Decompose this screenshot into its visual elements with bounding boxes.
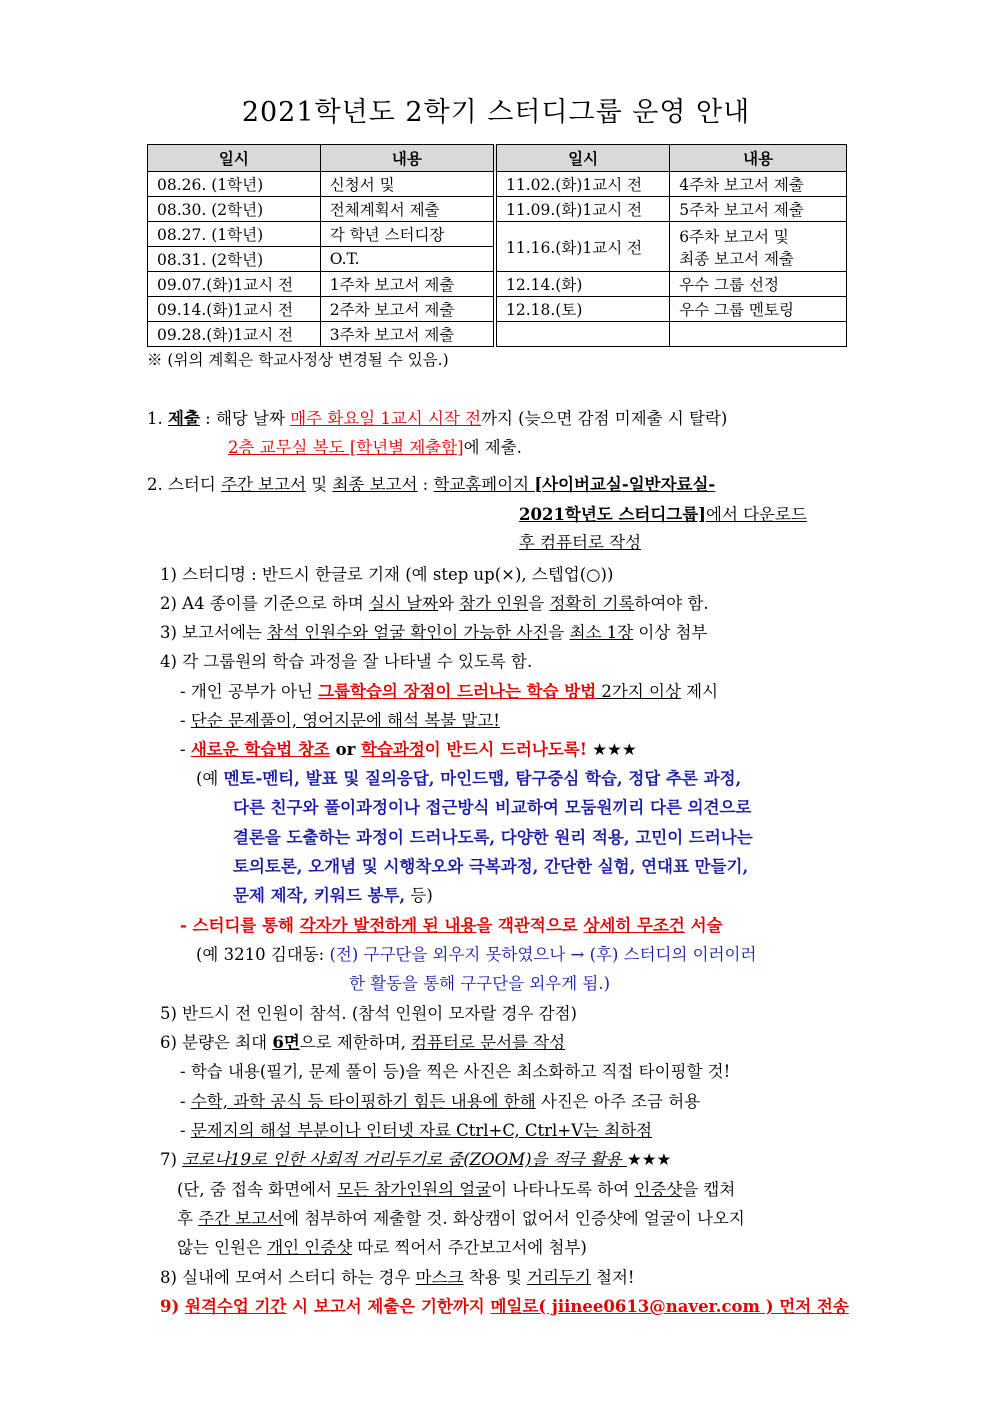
underlined-text: 거리두기 <box>527 1268 591 1287</box>
table-cell: 09.07.(화)1교시 전 <box>148 272 321 297</box>
underlined-text: 문제지의 해설 부분이나 인터넷 자료 Ctrl+C, Ctrl+V는 최하점 <box>190 1121 653 1140</box>
text: 따로 찍어서 주간보고서에 첨부) <box>352 1238 587 1257</box>
cell-line: 최종 보고서 제출 <box>679 249 794 268</box>
item-7 <box>160 1148 671 1172</box>
underlined-text: 마스크 <box>415 1268 464 1287</box>
highlight-text: 그룹학습의 장점이 드러나는 학습 방법 <box>318 682 597 701</box>
section-1-line-1 <box>147 407 727 431</box>
text: 철저! <box>590 1268 635 1287</box>
section-2-line-3 <box>519 531 641 555</box>
table-row <box>148 272 847 297</box>
example-line-7: 한 활동을 통해 구구단을 외우게 됨.) <box>349 974 611 993</box>
highlight-text: 메일로( jiinee0613@naver.com ) 먼저 전송 <box>490 1297 849 1316</box>
item-6-dash-3 <box>180 1119 652 1143</box>
item-4-dash-4 <box>180 914 722 938</box>
text: 등) <box>405 886 433 905</box>
underlined-text: 단순 문제풀이, 영어지문에 해석 복불 말고! <box>190 711 500 730</box>
page-title: 2021학년도 2학기 스터디그룹 운영 안내 <box>241 97 751 128</box>
highlight-text: 학습과정 <box>361 740 425 759</box>
underlined-text: 참석 인원수와 얼굴 확인이 가능한 사진 <box>267 623 549 642</box>
text: 을 <box>548 623 570 642</box>
table-cell: O.T. <box>320 247 495 272</box>
table-cell: 12.18.(토) <box>495 297 670 322</box>
table-cell: 08.31. (2학년) <box>148 247 321 272</box>
underlined-text: 학교홈페이지 <box>433 475 535 494</box>
example-line-5 <box>233 884 433 908</box>
header-content: 내용 <box>670 145 847 172</box>
section-label: 제출 <box>168 409 200 428</box>
text: - 개인 공부가 아닌 <box>180 682 319 701</box>
text: 8) 실내에 모여서 스터디 하는 경우 <box>160 1268 416 1287</box>
text: - <box>180 740 191 759</box>
underlined-text: 컴퓨터로 문서를 작성 <box>411 1033 566 1052</box>
text: 착용 및 <box>463 1268 528 1287</box>
text: 을 캡쳐 <box>682 1180 736 1199</box>
highlight-text: 을 객관적으로 <box>476 916 584 935</box>
text: (단, 줌 접속 화면에서 <box>177 1180 338 1199</box>
text: 시 보고서 제출은 기한까지 <box>286 1297 491 1316</box>
table-cell: 08.26. (1학년) <box>148 172 321 197</box>
item-4-dash-2 <box>180 709 500 733</box>
table-cell: 5주차 보고서 제출 <box>670 197 847 222</box>
table-header-row <box>148 145 847 172</box>
table-cell: 1주차 보고서 제출 <box>320 272 495 297</box>
section-2-line-2 <box>519 503 807 527</box>
text: 에 첨부하여 제출할 것. 화상캠이 없어서 인증샷에 얼굴이 나오지 <box>283 1209 745 1228</box>
underlined-text: 인증샷 <box>634 1180 683 1199</box>
header-date: 일시 <box>495 145 670 172</box>
highlight-text: 서술 <box>684 916 723 935</box>
table-row <box>148 197 847 222</box>
text: - <box>180 711 191 730</box>
bold-text: [사이버교실-일반자료실- <box>534 475 716 494</box>
underlined-text: 실시 날짜 <box>369 594 439 613</box>
item-1: 1) 스터디명 : 반드시 한글로 기재 (예 step up(×), 스텝업(○)) <box>160 565 614 584</box>
underlined-text: 주간 보고서 <box>198 1209 284 1228</box>
table-cell: 08.30. (2학년) <box>148 197 321 222</box>
underlined-text: 수학, 과학 공식 등 타이핑하기 힘든 내용에 한해 <box>190 1092 536 1111</box>
table-cell <box>495 322 670 347</box>
highlight-text: 원격수업 기간 <box>185 1297 287 1316</box>
table-cell: 3주차 보고서 제출 <box>320 322 495 347</box>
text: - <box>180 1092 191 1111</box>
table-cell <box>670 222 847 272</box>
underlined-text: 후 컴퓨터로 작성 <box>519 533 642 552</box>
underlined-text: 최소 1장 <box>569 623 634 642</box>
bold-text: 6면 <box>272 1033 300 1052</box>
table-cell: 2주차 보고서 제출 <box>320 297 495 322</box>
stars-text: ★★★ <box>586 740 637 759</box>
table-cell <box>670 322 847 347</box>
item-8 <box>160 1266 635 1290</box>
item-4-dash-3 <box>180 738 637 762</box>
highlight-text: 각자가 발전하게 된 내용 <box>299 916 477 935</box>
item-6-dash-2 <box>180 1090 700 1114</box>
section-2-line-1 <box>147 473 715 497</box>
table-cell: 11.16.(화)1교시 전 <box>495 222 670 272</box>
example-line-3: 결론을 도출하는 과정이 드러나도록, 다양한 원리 적용, 고민이 드러나는 <box>233 828 753 847</box>
table-row <box>148 172 847 197</box>
item-5: 5) 반드시 전 인원이 참석. (참석 인원이 모자랄 경우 감점) <box>160 1004 577 1023</box>
table-cell: 12.14.(화) <box>495 272 670 297</box>
table-row <box>148 222 847 247</box>
text: 이상 첨부 <box>633 623 708 642</box>
text: : 해당 날짜 <box>199 409 291 428</box>
table-cell: 전체계획서 제출 <box>320 197 495 222</box>
underlined-text: 주간 보고서 <box>221 475 307 494</box>
highlight-text: 이 반드시 드러나도록! <box>424 740 587 759</box>
header-content: 내용 <box>320 145 495 172</box>
table-cell: 신청서 및 <box>320 172 495 197</box>
table-cell: 08.27. (1학년) <box>148 222 321 247</box>
item-6 <box>160 1031 565 1055</box>
text: 후 <box>177 1209 199 1228</box>
highlight-text: 새로운 학습법 창조 <box>190 740 330 759</box>
table-cell: 우수 그룹 멘토링 <box>670 297 847 322</box>
zoom-note-line-3 <box>177 1236 587 1260</box>
table-cell: 09.14.(화)1교시 전 <box>148 297 321 322</box>
table-row <box>148 297 847 322</box>
highlight-text: 상세히 무조건 <box>583 916 685 935</box>
example-line-4: 토의토론, 오개념 및 시행착오와 극복과정, 간단한 실험, 연대표 만들기, <box>233 857 749 876</box>
text: 을 <box>528 594 550 613</box>
underlined-text: 정확히 기록 <box>549 594 635 613</box>
text: (예 <box>196 769 224 788</box>
text: (예 3210 김대동: <box>196 945 330 964</box>
table-cell: 4주차 보고서 제출 <box>670 172 847 197</box>
item-6-dash-1: - 학습 내용(필기, 문제 풀이 등)을 찍은 사진은 최소화하고 직접 타이핑할 것! <box>180 1062 731 1081</box>
text: 으로 제한하며, <box>299 1033 412 1052</box>
item-3 <box>160 621 707 645</box>
example-text: 문제 제작, 키워드 봉투, <box>233 886 406 905</box>
zoom-note-line-1 <box>177 1178 735 1202</box>
example-text: 멘토-멘티, 발표 및 질의응답, 마인드맵, 탐구중심 학습, 정답 추론 과정, <box>223 769 742 788</box>
text: 9) <box>160 1297 186 1316</box>
highlight-text: 2층 교무실 복도 [학년별 제출함] <box>228 438 464 457</box>
underlined-text: 에서 다운로드 <box>706 505 807 524</box>
text: : <box>417 475 434 494</box>
table-cell: 각 학년 스터디장 <box>320 222 495 247</box>
text: 사진은 아주 조금 허용 <box>535 1092 701 1111</box>
highlight-text: - 스터디를 통해 <box>180 916 300 935</box>
underlined-text: 최종 보고서 <box>332 475 418 494</box>
text: 6) 분량은 최대 <box>160 1033 273 1052</box>
bold-text: or <box>329 740 362 759</box>
text: 까지 (늦으면 감점 미제출 시 탈락) <box>481 409 728 428</box>
schedule-table <box>147 144 847 347</box>
item-2 <box>160 592 709 616</box>
item-4: 4) 각 그룹원의 학습 과정을 잘 나타낼 수 있도록 함. <box>160 652 533 671</box>
section-number: 1. <box>147 409 168 428</box>
text: 에 제출. <box>463 438 522 457</box>
zoom-note-line-2 <box>177 1207 745 1231</box>
text: 7) <box>160 1150 183 1169</box>
example-line-6 <box>196 943 756 967</box>
table-cell: 11.02.(화)1교시 전 <box>495 172 670 197</box>
text: 2) A4 종이를 기준으로 하며 <box>160 594 370 613</box>
text: 않는 인원은 <box>177 1238 268 1257</box>
text: 제시 <box>680 682 719 701</box>
table-cell: 우수 그룹 선정 <box>670 272 847 297</box>
text: 3) 보고서에는 <box>160 623 268 642</box>
example-text: (전) 구구단을 외우지 못하였으나 → (후) 스터디의 이러이러 <box>329 945 757 964</box>
text: - <box>180 1121 191 1140</box>
underlined-text: 개인 인증샷 <box>267 1238 353 1257</box>
table-row <box>148 322 847 347</box>
section-1-line-2 <box>228 436 522 460</box>
text: 하여야 함. <box>634 594 709 613</box>
example-line-2: 다른 친구와 풀이과정이나 접근방식 비교하여 모둠원끼리 다른 의견으로 <box>233 798 752 817</box>
table-cell: 11.09.(화)1교시 전 <box>495 197 670 222</box>
text: 및 <box>306 475 333 494</box>
text: 이 나타나도록 하여 <box>491 1180 635 1199</box>
highlight-text: 매주 화요일 1교시 시작 전 <box>290 409 482 428</box>
stars-text: ★★★ <box>626 1150 672 1169</box>
example-line-1 <box>196 767 741 791</box>
text: 와 <box>438 594 460 613</box>
underlined-text: 2가지 이상 <box>596 682 681 701</box>
header-date: 일시 <box>148 145 321 172</box>
schedule-note: ※ (위의 계획은 학교사정상 변경될 수 있음.) <box>147 351 449 369</box>
table-cell: 09.28.(화)1교시 전 <box>148 322 321 347</box>
item-4-dash-1 <box>180 680 718 704</box>
item-9 <box>160 1295 849 1319</box>
underlined-text: 모든 참가인원의 얼굴 <box>337 1180 492 1199</box>
cell-line: 6주차 보고서 및 <box>679 227 789 246</box>
text: 2. 스터디 <box>147 475 222 494</box>
underlined-text: 참가 인원 <box>459 594 529 613</box>
bold-text: 2021학년도 스터디그룹] <box>519 505 706 524</box>
underlined-text: 코로나19로 인한 사회적 거리두기로 줌(ZOOM)을 적극 활용 <box>182 1150 627 1169</box>
